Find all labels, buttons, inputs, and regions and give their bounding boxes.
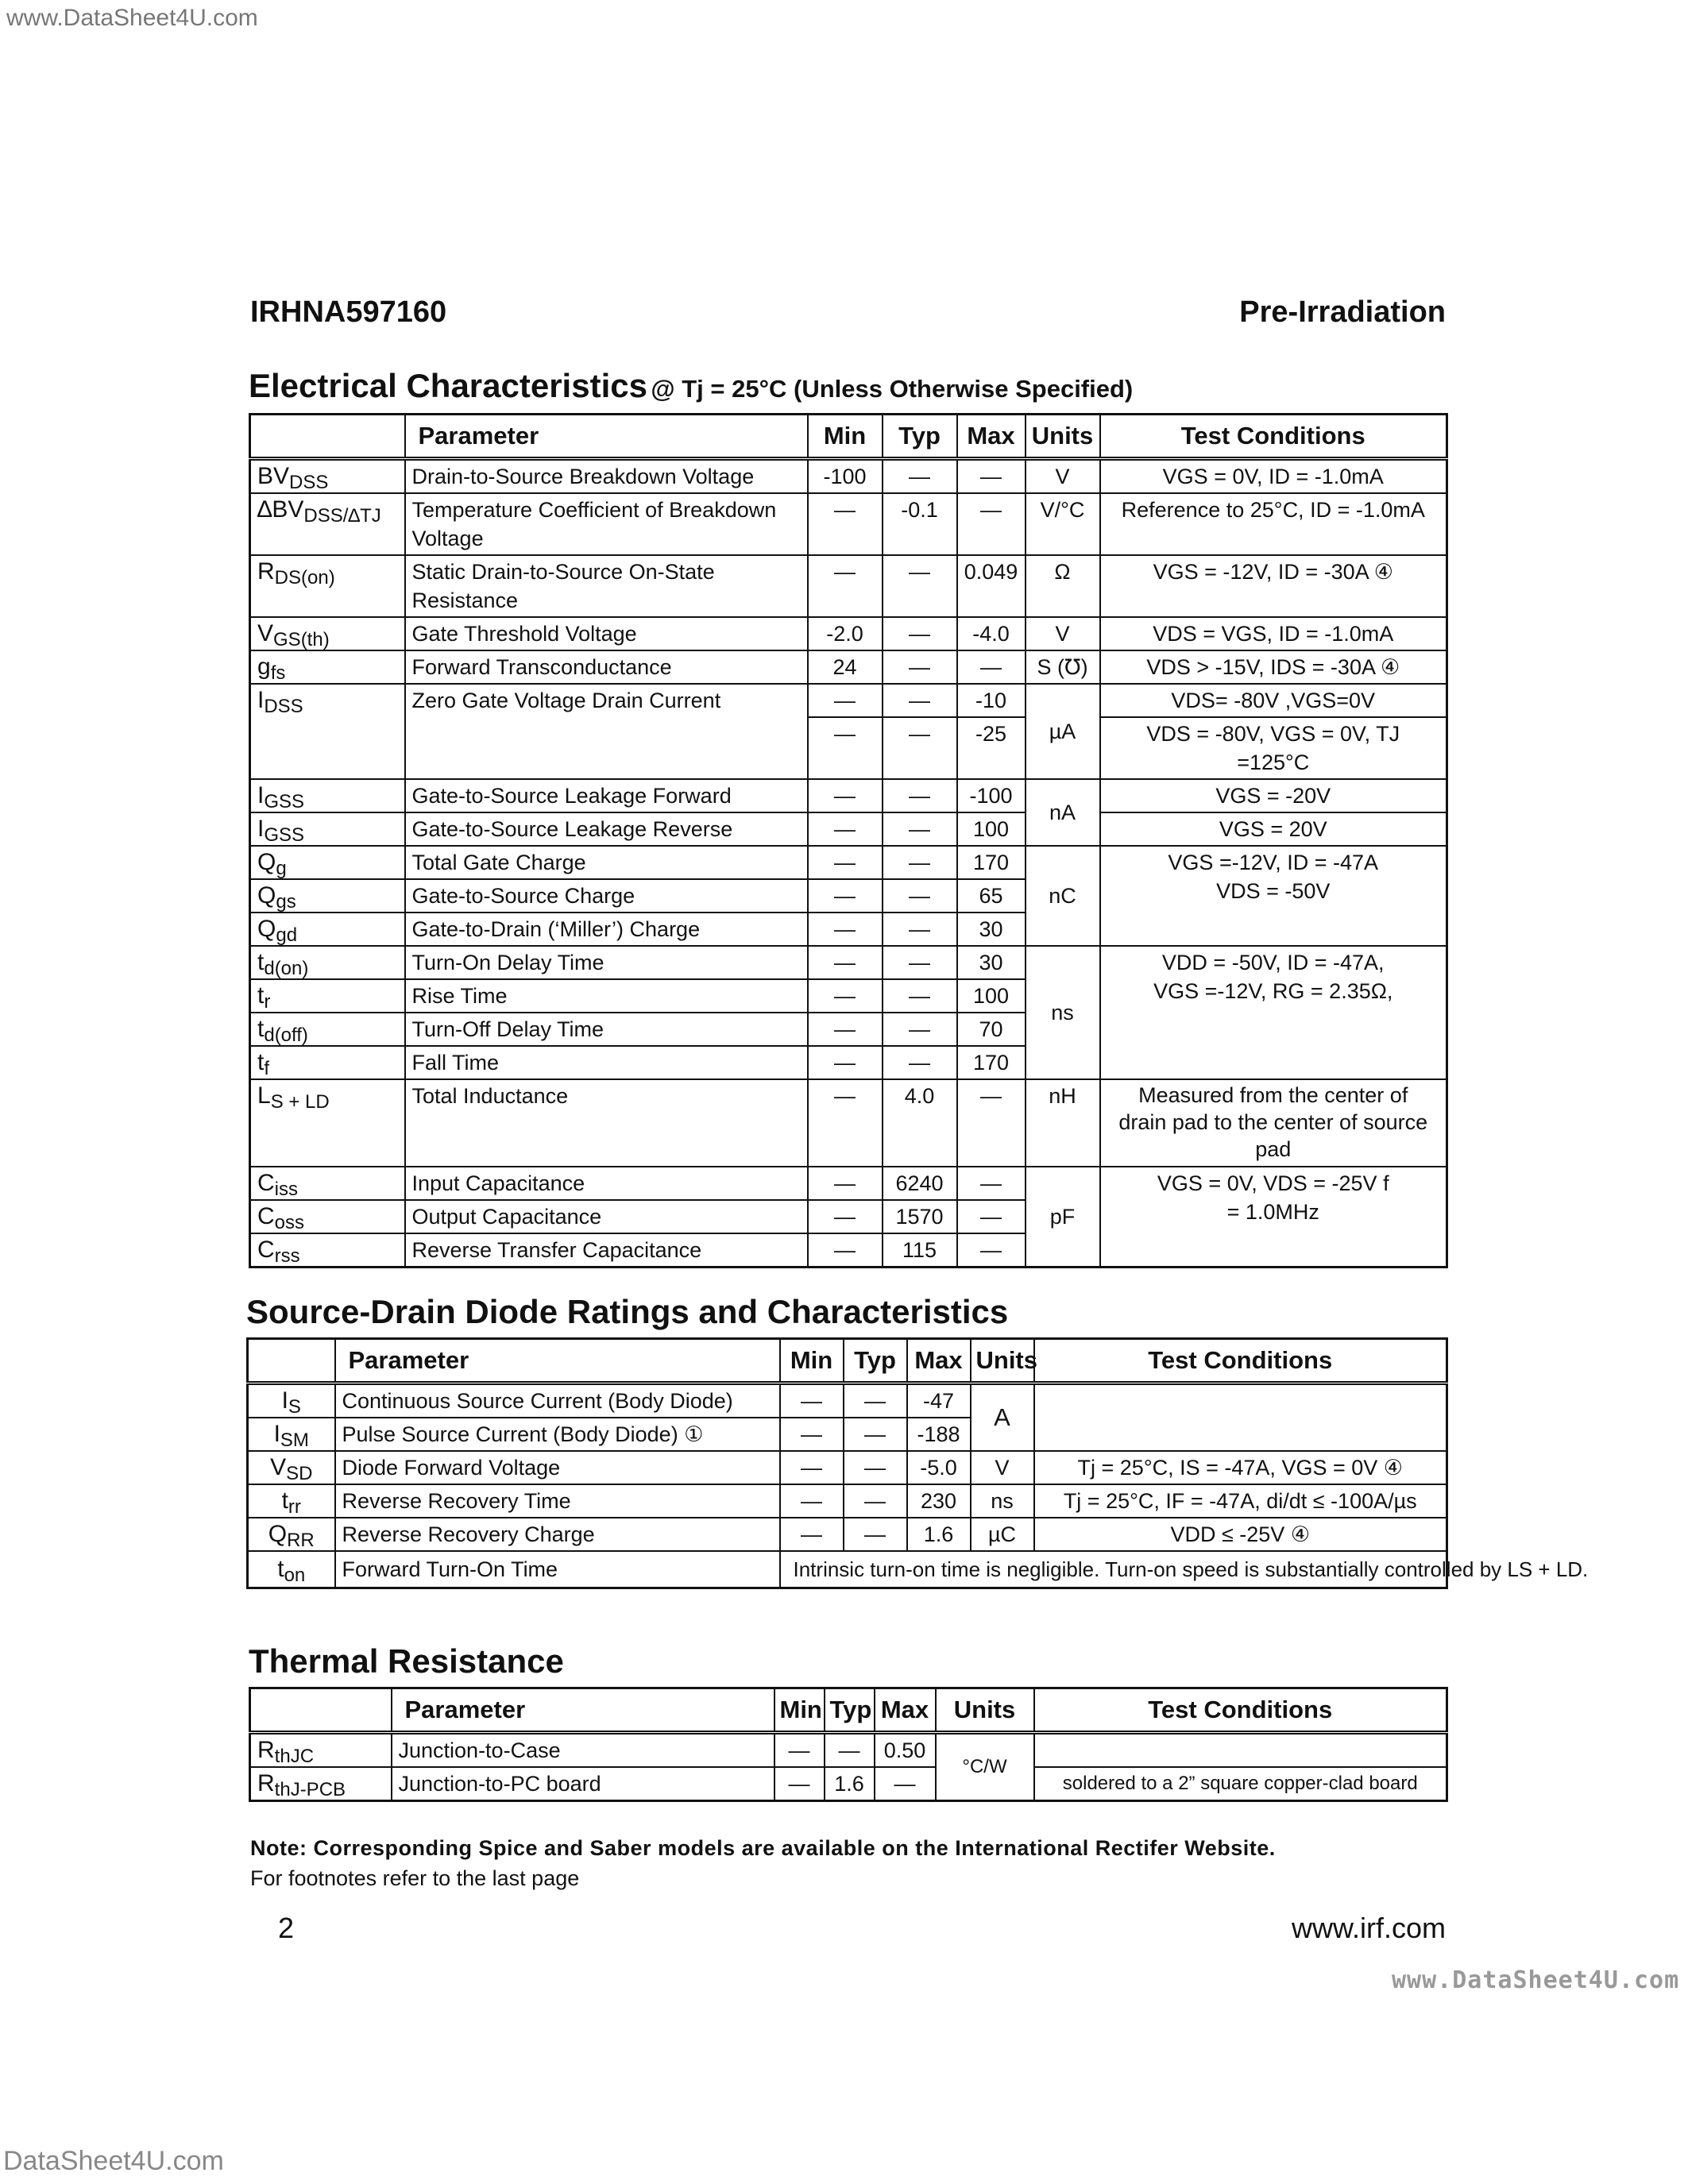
table-row bbox=[250, 946, 1447, 979]
max-cell: — bbox=[957, 1079, 1026, 1167]
parameter-cell: Total Inductance bbox=[405, 1079, 808, 1167]
table-row bbox=[248, 1451, 1447, 1484]
symbol-cell bbox=[250, 979, 405, 1013]
parameter-cell: Zero Gate Voltage Drain Current bbox=[405, 684, 808, 779]
symbol-subscript: r bbox=[264, 991, 271, 1013]
max-cell: 170 bbox=[957, 1046, 1026, 1079]
watermark-right: www.DataSheet4U.com bbox=[1392, 1966, 1680, 1994]
max-cell: 0.049 bbox=[957, 555, 1026, 617]
symbol-cell bbox=[248, 1518, 335, 1551]
min-cell: -2.0 bbox=[808, 617, 883, 650]
section-label: Pre-Irradiation bbox=[1239, 295, 1446, 329]
parameter-cell: Drain-to-Source Breakdown Voltage bbox=[405, 459, 808, 494]
parameter-cell: Gate Threshold Voltage bbox=[405, 617, 808, 650]
symbol-cell bbox=[250, 779, 405, 812]
symbol-cell bbox=[250, 879, 405, 913]
condition-cell: soldered to a 2” square copper-clad board bbox=[1034, 1767, 1447, 1801]
typ-cell: — bbox=[883, 650, 957, 684]
website-link[interactable]: www.irf.com bbox=[1291, 1912, 1446, 1944]
symbol: C bbox=[257, 1203, 275, 1229]
table-row bbox=[250, 1167, 1447, 1200]
typ-cell: — bbox=[883, 879, 957, 913]
header-units: Units bbox=[971, 1339, 1034, 1383]
symbol-subscript: GS(th) bbox=[273, 629, 330, 650]
units-cell: V bbox=[971, 1451, 1034, 1484]
min-cell: — bbox=[808, 879, 883, 913]
typ-cell: 115 bbox=[883, 1233, 957, 1268]
diode-title: Source-Drain Diode Ratings and Characteristics bbox=[246, 1293, 1009, 1330]
parameter-cell: Temperature Coefficient of Breakdown Voltage bbox=[405, 493, 808, 555]
max-cell: 1.6 bbox=[907, 1518, 971, 1551]
table-row bbox=[250, 555, 1447, 617]
condition-cell: Reference to 25°C, ID = -1.0mA bbox=[1100, 493, 1447, 555]
typ-cell: — bbox=[883, 617, 957, 650]
max-cell: -10 bbox=[957, 684, 1026, 717]
min-cell: — bbox=[808, 555, 883, 617]
typ-cell: — bbox=[883, 1046, 957, 1079]
max-cell: — bbox=[957, 1200, 1026, 1233]
typ-cell: — bbox=[844, 1418, 907, 1451]
min-cell: — bbox=[808, 717, 883, 779]
symbol: Q bbox=[268, 1521, 288, 1547]
parameter-cell: Fall Time bbox=[405, 1046, 808, 1079]
units-cell: ns bbox=[1026, 946, 1100, 1079]
header-min: Min bbox=[774, 1688, 825, 1733]
symbol: I bbox=[257, 782, 265, 808]
symbol: t bbox=[277, 1555, 284, 1582]
symbol-cell bbox=[250, 1013, 405, 1046]
table-row bbox=[250, 650, 1447, 684]
symbol: I bbox=[257, 687, 265, 713]
max-cell: — bbox=[957, 459, 1026, 494]
max-cell: 230 bbox=[907, 1484, 971, 1518]
table-header-row bbox=[248, 1339, 1447, 1383]
condition-cell: VGS =-12V, ID = -47A VDS = -50V bbox=[1100, 846, 1447, 946]
units-cell: V bbox=[1026, 459, 1100, 494]
typ-cell: 4.0 bbox=[883, 1079, 957, 1167]
condition-cell: Tj = 25°C, IF = -47A, di/dt ≤ -100A/µs bbox=[1034, 1484, 1447, 1518]
condition-cell: VDS= -80V ,VGS=0V bbox=[1100, 684, 1447, 717]
symbol: I bbox=[257, 816, 265, 842]
header-units: Units bbox=[1026, 415, 1100, 459]
symbol-cell bbox=[250, 846, 405, 879]
table-row bbox=[248, 1383, 1447, 1418]
max-cell: — bbox=[875, 1767, 936, 1801]
header-symbol bbox=[248, 1339, 335, 1383]
symbol: ∆BV bbox=[257, 496, 304, 523]
header-test-conditions: Test Conditions bbox=[1034, 1339, 1447, 1383]
max-cell: 30 bbox=[957, 946, 1026, 979]
parameter-cell: Continuous Source Current (Body Diode) bbox=[335, 1383, 780, 1418]
units-cell: pF bbox=[1026, 1167, 1100, 1268]
symbol-cell bbox=[248, 1484, 335, 1518]
typ-cell: — bbox=[883, 779, 957, 812]
symbol-cell bbox=[250, 946, 405, 979]
symbol-cell bbox=[250, 684, 405, 779]
part-number: IRHNA597160 bbox=[250, 295, 447, 329]
units-cell: V/°C bbox=[1026, 493, 1100, 555]
units-cell: ns bbox=[971, 1484, 1034, 1518]
max-cell: — bbox=[957, 650, 1026, 684]
symbol-subscript: iss bbox=[274, 1179, 299, 1200]
symbol-cell bbox=[250, 650, 405, 684]
units-cell: nC bbox=[1026, 846, 1100, 946]
parameter-cell: Turn-Off Delay Time bbox=[405, 1013, 808, 1046]
symbol: C bbox=[257, 1237, 275, 1263]
typ-cell: — bbox=[883, 846, 957, 879]
table-row bbox=[250, 459, 1447, 494]
header-max: Max bbox=[875, 1688, 936, 1733]
parameter-cell: Gate-to-Source Charge bbox=[405, 879, 808, 913]
page-number: 2 bbox=[278, 1912, 295, 1944]
parameter-cell: Gate-to-Source Leakage Reverse bbox=[405, 812, 808, 846]
typ-cell: — bbox=[844, 1451, 907, 1484]
parameter-cell: Junction-to-Case bbox=[392, 1733, 774, 1768]
max-cell: 170 bbox=[957, 846, 1026, 879]
symbol-cell bbox=[250, 617, 405, 650]
min-cell: — bbox=[780, 1383, 844, 1418]
min-cell: 24 bbox=[808, 650, 883, 684]
min-cell: — bbox=[808, 779, 883, 812]
watermark-bottom: DataSheet4U.com bbox=[3, 2146, 224, 2176]
min-cell: — bbox=[780, 1451, 844, 1484]
units-cell: °C/W bbox=[936, 1733, 1034, 1801]
parameter-cell: Forward Transconductance bbox=[405, 650, 808, 684]
parameter-cell: Turn-On Delay Time bbox=[405, 946, 808, 979]
units-cell: nA bbox=[1026, 779, 1100, 846]
header-max: Max bbox=[907, 1339, 971, 1383]
symbol: V bbox=[257, 620, 274, 646]
symbol-subscript: RR bbox=[287, 1530, 315, 1551]
parameter-cell: Reverse Recovery Charge bbox=[335, 1518, 780, 1551]
symbol: V bbox=[270, 1454, 287, 1480]
thermal-table bbox=[249, 1687, 1448, 1802]
table-row bbox=[250, 812, 1447, 846]
span-note-cell: Intrinsic turn-on time is negligible. Turn-on speed is substantially controlled by LS + LD. bbox=[780, 1551, 1447, 1588]
typ-cell: — bbox=[883, 1013, 957, 1046]
symbol: R bbox=[257, 558, 275, 585]
symbol-subscript: rss bbox=[274, 1245, 300, 1267]
parameter-cell: Input Capacitance bbox=[405, 1167, 808, 1200]
header-typ: Typ bbox=[883, 415, 957, 459]
symbol-cell bbox=[250, 1233, 405, 1268]
symbol: t bbox=[257, 949, 265, 975]
symbol-subscript: d(off) bbox=[264, 1024, 308, 1046]
symbol-subscript: f bbox=[264, 1058, 270, 1079]
symbol-subscript: DSS/∆TJ bbox=[303, 505, 381, 527]
min-cell: — bbox=[808, 913, 883, 946]
symbol: BV bbox=[257, 463, 290, 489]
header-parameter: Parameter bbox=[405, 415, 808, 459]
table-row bbox=[250, 779, 1447, 812]
table-row bbox=[248, 1484, 1447, 1518]
typ-cell: — bbox=[883, 946, 957, 979]
symbol-cell bbox=[250, 812, 405, 846]
typ-cell: 6240 bbox=[883, 1167, 957, 1200]
symbol: t bbox=[257, 1016, 265, 1042]
condition-cell: VGS = 0V, ID = -1.0mA bbox=[1100, 459, 1447, 494]
electrical-subtitle: @ Tj = 25°C (Unless Otherwise Specified) bbox=[651, 375, 1134, 403]
max-cell: 70 bbox=[957, 1013, 1026, 1046]
parameter-cell: Static Drain-to-Source On-State Resistance bbox=[405, 555, 808, 617]
symbol-subscript: DS(on) bbox=[274, 567, 335, 588]
electrical-table bbox=[249, 413, 1448, 1268]
max-cell: -47 bbox=[907, 1383, 971, 1418]
header-units: Units bbox=[936, 1688, 1034, 1733]
typ-cell: — bbox=[844, 1484, 907, 1518]
min-cell: — bbox=[808, 846, 883, 879]
min-cell: — bbox=[774, 1733, 825, 1768]
symbol-subscript: d(on) bbox=[264, 958, 309, 979]
condition-cell: VDS = VGS, ID = -1.0mA bbox=[1100, 617, 1447, 650]
max-cell: -100 bbox=[957, 779, 1026, 812]
table-row bbox=[250, 846, 1447, 879]
min-cell: — bbox=[808, 1079, 883, 1167]
min-cell: — bbox=[808, 1046, 883, 1079]
max-cell: — bbox=[957, 1167, 1026, 1200]
symbol-cell bbox=[250, 1733, 392, 1768]
parameter-cell: Rise Time bbox=[405, 979, 808, 1013]
symbol-subscript: DSS bbox=[264, 696, 303, 717]
symbol-cell bbox=[250, 1167, 405, 1200]
symbol: R bbox=[257, 1737, 275, 1763]
header-parameter: Parameter bbox=[335, 1339, 780, 1383]
header-min: Min bbox=[808, 415, 883, 459]
condition-cell: VGS = 0V, VDS = -25V f = 1.0MHz bbox=[1100, 1167, 1447, 1268]
condition-cell: Tj = 25°C, IS = -47A, VGS = 0V ④ bbox=[1034, 1451, 1447, 1484]
min-cell: — bbox=[808, 979, 883, 1013]
parameter-cell: Junction-to-PC board bbox=[392, 1767, 774, 1801]
symbol-cell bbox=[248, 1383, 335, 1418]
units-cell: nH bbox=[1026, 1079, 1100, 1167]
min-cell: — bbox=[780, 1518, 844, 1551]
condition-cell: VDD = -50V, ID = -47A, VGS =-12V, RG = 2.35Ω, bbox=[1100, 946, 1447, 1079]
condition-cell: VGS = -20V bbox=[1100, 779, 1447, 812]
symbol: t bbox=[257, 1049, 265, 1075]
symbol-cell bbox=[248, 1551, 335, 1588]
condition-cell: VDS > -15V, IDS = -30A ④ bbox=[1100, 650, 1447, 684]
units-cell: Ω bbox=[1026, 555, 1100, 617]
symbol-cell bbox=[248, 1418, 335, 1451]
condition-cell: Measured from the center of drain pad to the center of source pad bbox=[1100, 1079, 1447, 1167]
header-max: Max bbox=[957, 415, 1026, 459]
max-cell: -4.0 bbox=[957, 617, 1026, 650]
spice-note: Note: Corresponding Spice and Saber models are available on the International Rectifer Website. bbox=[250, 1836, 1276, 1860]
diode-table bbox=[246, 1337, 1589, 1589]
table-row bbox=[248, 1518, 1447, 1551]
typ-cell: -0.1 bbox=[883, 493, 957, 555]
symbol-subscript: DSS bbox=[289, 472, 329, 493]
symbol-cell bbox=[250, 459, 405, 494]
watermark-top: www.DataSheet4U.com bbox=[6, 5, 258, 31]
symbol: Q bbox=[257, 916, 276, 942]
parameter-cell: Diode Forward Voltage bbox=[335, 1451, 780, 1484]
table-header-row bbox=[250, 1688, 1447, 1733]
condition-cell: VDD ≤ -25V ④ bbox=[1034, 1518, 1447, 1551]
header-symbol bbox=[250, 1688, 392, 1733]
parameter-cell: Output Capacitance bbox=[405, 1200, 808, 1233]
header-parameter: Parameter bbox=[392, 1688, 774, 1733]
condition-cell: VDS = -80V, VGS = 0V, TJ =125°C bbox=[1100, 717, 1447, 779]
typ-cell: 1570 bbox=[883, 1200, 957, 1233]
max-cell: -25 bbox=[957, 717, 1026, 779]
parameter-cell: Gate-to-Source Leakage Forward bbox=[405, 779, 808, 812]
typ-cell: — bbox=[844, 1518, 907, 1551]
symbol-subscript: SD bbox=[286, 1463, 313, 1484]
symbol-cell bbox=[250, 913, 405, 946]
symbol-subscript: fs bbox=[270, 662, 286, 684]
units-cell: V bbox=[1026, 617, 1100, 650]
min-cell: -100 bbox=[808, 459, 883, 494]
typ-cell: — bbox=[883, 812, 957, 846]
typ-cell: — bbox=[844, 1383, 907, 1418]
header-symbol bbox=[250, 415, 405, 459]
typ-cell: — bbox=[883, 979, 957, 1013]
table-row bbox=[250, 617, 1447, 650]
electrical-heading bbox=[249, 367, 1133, 405]
max-cell: — bbox=[957, 1233, 1026, 1268]
max-cell: 100 bbox=[957, 812, 1026, 846]
symbol: g bbox=[257, 654, 271, 680]
symbol-subscript: thJC bbox=[274, 1746, 315, 1767]
min-cell: — bbox=[808, 493, 883, 555]
symbol: t bbox=[281, 1488, 288, 1514]
symbol-subscript: rr bbox=[288, 1496, 301, 1518]
parameter-cell: Forward Turn-On Time bbox=[335, 1551, 780, 1588]
parameter-cell: Reverse Transfer Capacitance bbox=[405, 1233, 808, 1268]
table-row bbox=[250, 1079, 1447, 1167]
max-cell: -5.0 bbox=[907, 1451, 971, 1484]
max-cell: — bbox=[957, 493, 1026, 555]
electrical-title: Electrical Characteristics bbox=[249, 367, 647, 404]
symbol-cell bbox=[250, 1200, 405, 1233]
typ-cell: 1.6 bbox=[825, 1767, 875, 1801]
symbol: R bbox=[257, 1770, 275, 1796]
symbol-subscript: GSS bbox=[264, 791, 305, 812]
typ-cell: — bbox=[883, 555, 957, 617]
header-typ: Typ bbox=[825, 1688, 875, 1733]
symbol-subscript: SM bbox=[280, 1430, 309, 1451]
min-cell: — bbox=[808, 812, 883, 846]
symbol-subscript: S bbox=[288, 1396, 301, 1418]
table-row bbox=[248, 1551, 1447, 1588]
parameter-cell: Gate-to-Drain (‘Miller’) Charge bbox=[405, 913, 808, 946]
min-cell: — bbox=[808, 1233, 883, 1268]
symbol: L bbox=[257, 1082, 271, 1109]
symbol: I bbox=[273, 1421, 280, 1447]
condition-cell: VGS = 20V bbox=[1100, 812, 1447, 846]
symbol: I bbox=[281, 1387, 288, 1414]
symbol-cell bbox=[250, 1767, 392, 1801]
table-row bbox=[250, 493, 1447, 555]
units-cell: µA bbox=[1026, 684, 1100, 779]
header-min: Min bbox=[780, 1339, 844, 1383]
typ-cell: — bbox=[883, 913, 957, 946]
min-cell: — bbox=[774, 1767, 825, 1801]
condition-cell: VGS = -12V, ID = -30A ④ bbox=[1100, 555, 1447, 617]
max-cell: -188 bbox=[907, 1418, 971, 1451]
header-test-conditions: Test Conditions bbox=[1034, 1688, 1447, 1733]
min-cell: — bbox=[808, 1200, 883, 1233]
header-typ: Typ bbox=[844, 1339, 907, 1383]
parameter-cell: Pulse Source Current (Body Diode) ① bbox=[335, 1418, 780, 1451]
header-test-conditions: Test Conditions bbox=[1100, 415, 1447, 459]
symbol-subscript: on bbox=[284, 1564, 306, 1586]
min-cell: — bbox=[780, 1418, 844, 1451]
symbol: t bbox=[257, 982, 265, 1009]
parameter-cell: Total Gate Charge bbox=[405, 846, 808, 879]
min-cell: — bbox=[780, 1484, 844, 1518]
symbol-subscript: GSS bbox=[264, 824, 305, 846]
max-cell: 0.50 bbox=[875, 1733, 936, 1768]
symbol-cell bbox=[250, 1046, 405, 1079]
footnote-ref: For footnotes refer to the last page bbox=[250, 1866, 580, 1890]
thermal-title: Thermal Resistance bbox=[249, 1642, 564, 1680]
min-cell: — bbox=[808, 684, 883, 717]
symbol-cell bbox=[250, 555, 405, 617]
symbol-cell bbox=[248, 1451, 335, 1484]
parameter-cell: Reverse Recovery Time bbox=[335, 1484, 780, 1518]
symbol: C bbox=[257, 1170, 275, 1196]
table-row bbox=[250, 1733, 1447, 1768]
max-cell: 30 bbox=[957, 913, 1026, 946]
symbol-subscript: gs bbox=[276, 891, 296, 913]
max-cell: 100 bbox=[957, 979, 1026, 1013]
table-header-row bbox=[250, 415, 1447, 459]
symbol-cell bbox=[250, 493, 405, 555]
units-cell: S (℧) bbox=[1026, 650, 1100, 684]
condition-cell bbox=[1034, 1733, 1447, 1768]
symbol-subscript: thJ-PCB bbox=[274, 1779, 346, 1800]
typ-cell: — bbox=[883, 459, 957, 494]
typ-cell: — bbox=[883, 717, 957, 779]
symbol-subscript: oss bbox=[274, 1212, 305, 1233]
max-cell: 65 bbox=[957, 879, 1026, 913]
typ-cell: — bbox=[825, 1733, 875, 1768]
symbol-cell bbox=[250, 1079, 405, 1167]
symbol: Q bbox=[257, 849, 276, 875]
symbol: Q bbox=[257, 882, 276, 909]
units-cell: A bbox=[971, 1383, 1034, 1452]
typ-cell: — bbox=[883, 684, 957, 717]
min-cell: — bbox=[808, 1013, 883, 1046]
min-cell: — bbox=[808, 1167, 883, 1200]
symbol-subscript: S + LD bbox=[270, 1091, 330, 1113]
table-row bbox=[250, 684, 1447, 717]
table-row bbox=[250, 1767, 1447, 1801]
units-cell: µC bbox=[971, 1518, 1034, 1551]
symbol-subscript: gd bbox=[276, 924, 298, 946]
symbol-subscript: g bbox=[276, 858, 287, 879]
min-cell: — bbox=[808, 946, 883, 979]
condition-cell bbox=[1034, 1383, 1447, 1452]
